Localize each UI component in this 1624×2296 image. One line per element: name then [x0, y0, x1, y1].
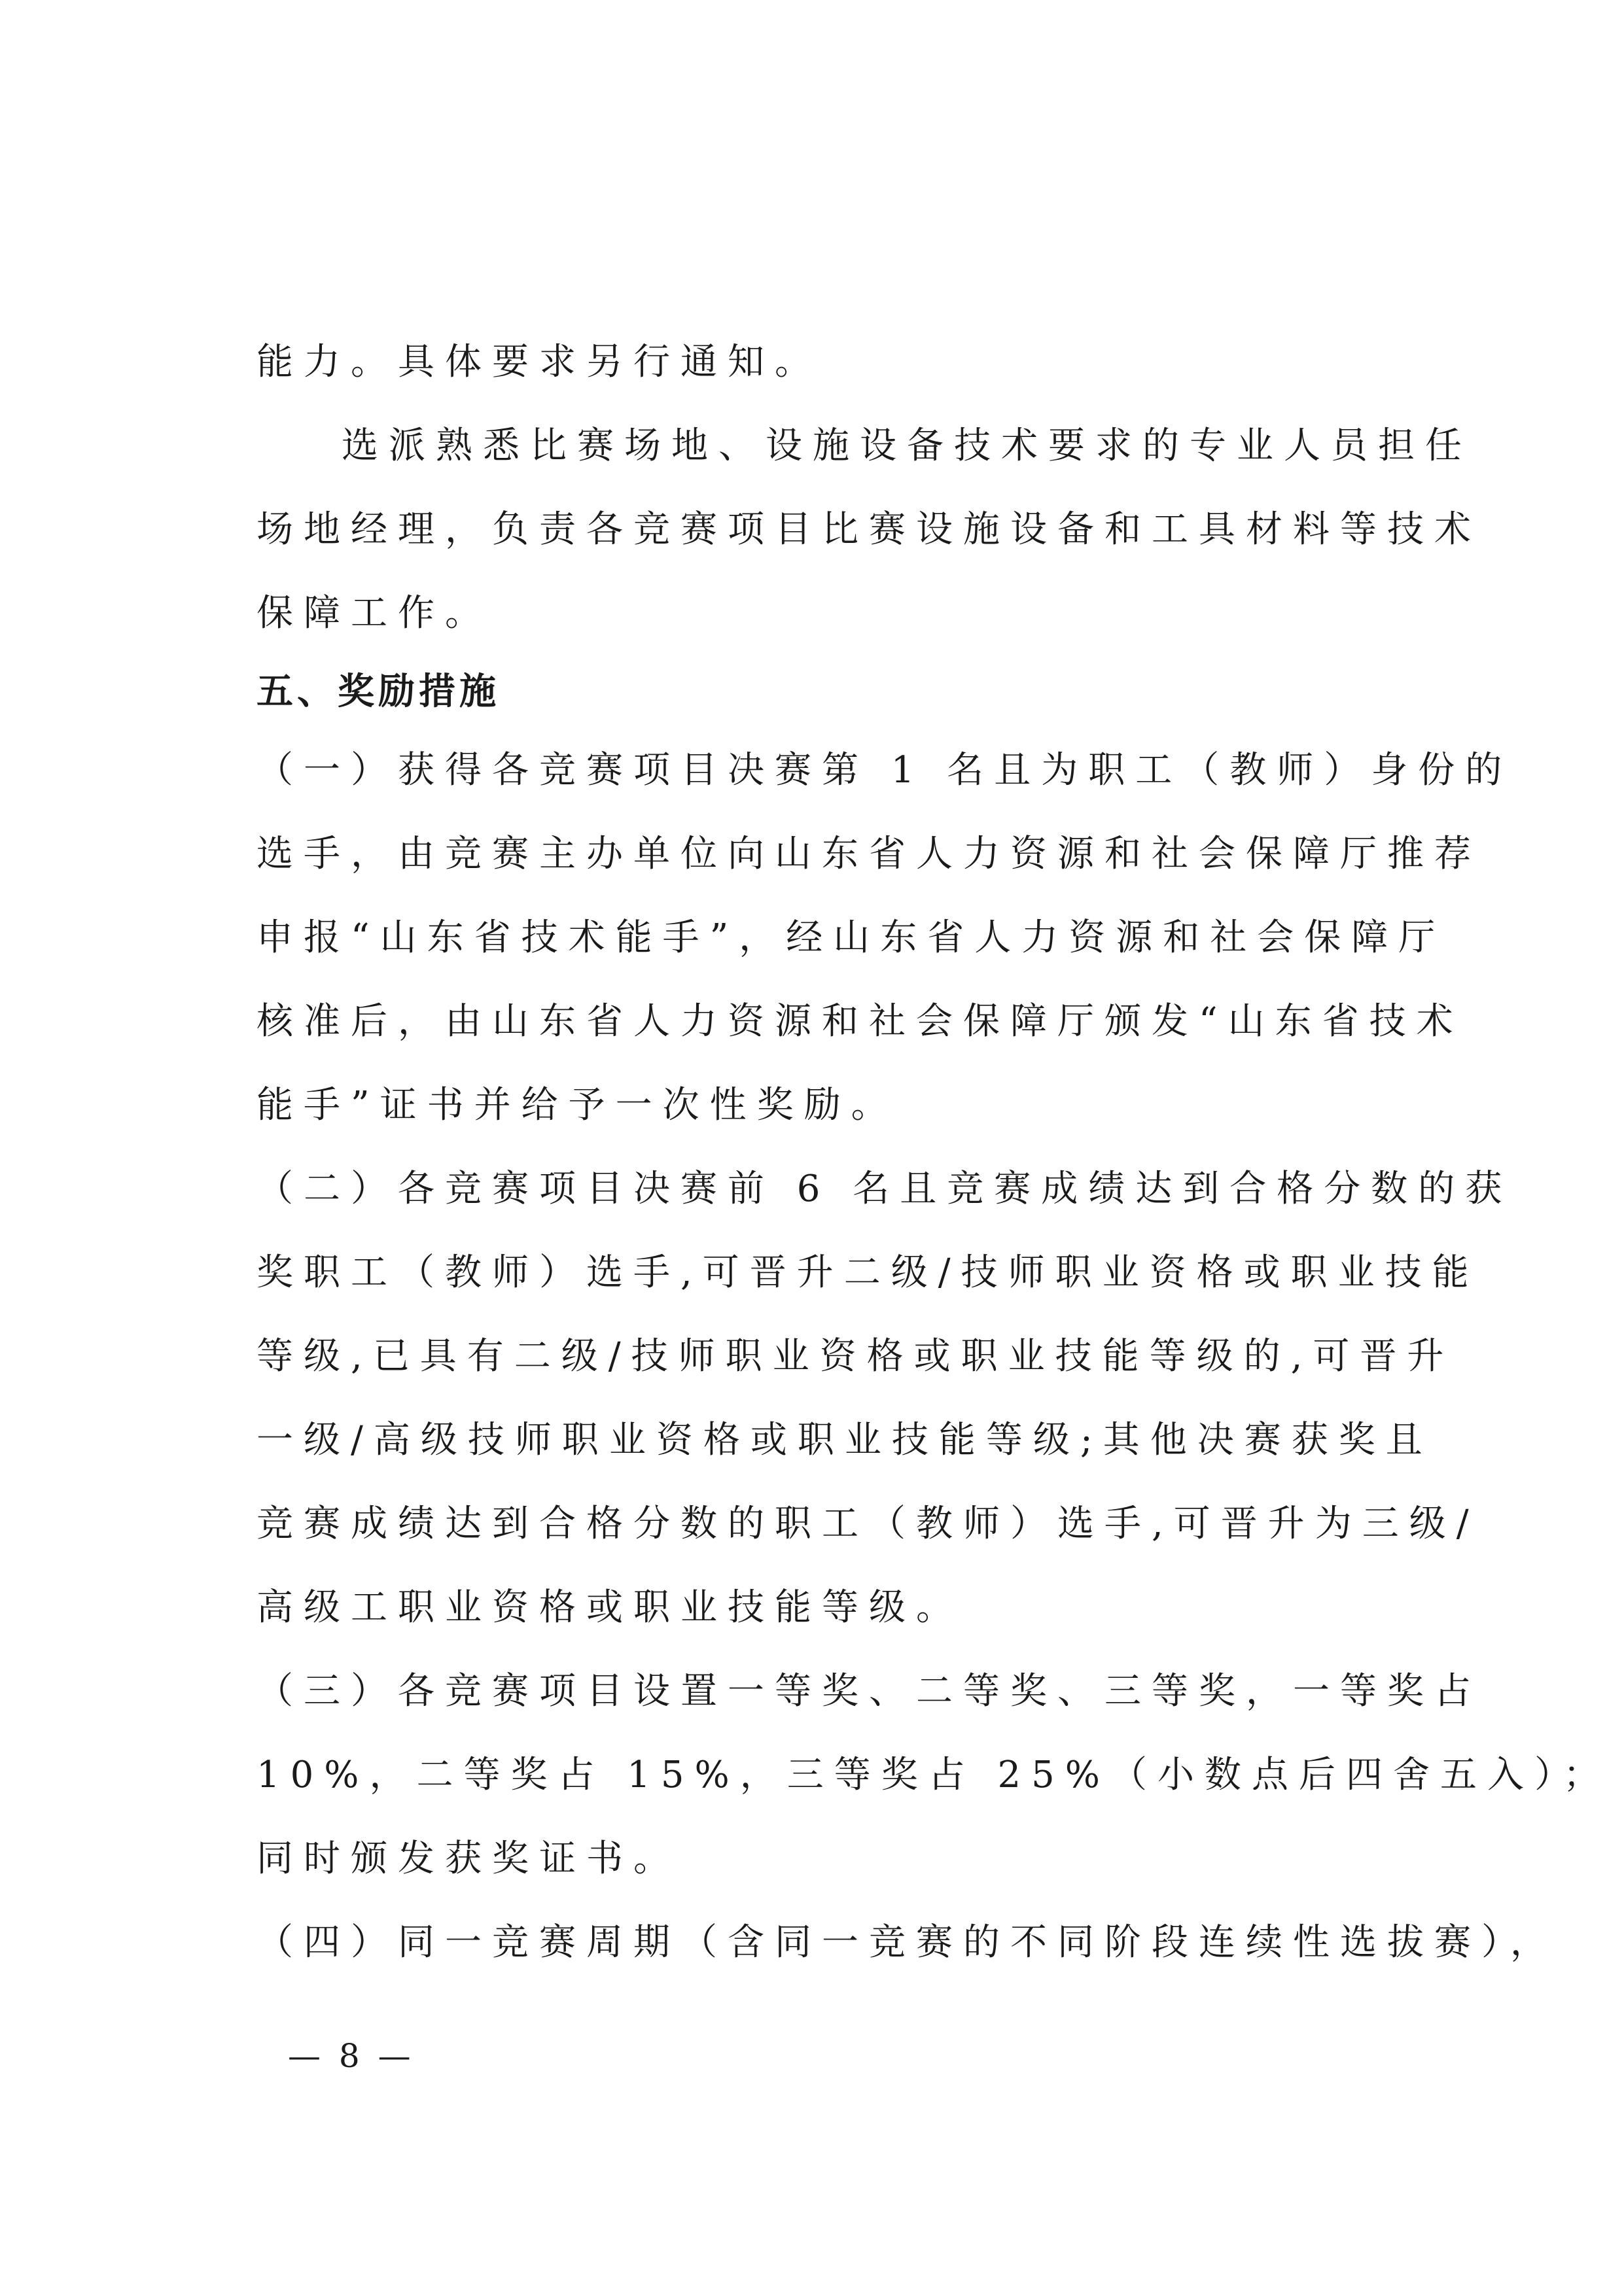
paragraph-line: 一级/高级技师职业资格或职业技能等级;其他决赛获奖且 [256, 1419, 1433, 1461]
paragraph-line: 等级,已具有二级/技师职业资格或职业技能等级的,可晋升 [256, 1335, 1455, 1378]
paragraph-line: 能力。具体要求另行通知。 [256, 341, 822, 383]
paragraph-line: 保障工作。 [256, 592, 492, 635]
page-number: — 8 — [288, 2037, 415, 2075]
section-heading: 五、奖励措施 [256, 670, 500, 713]
paragraph-line: 奖职工（教师）选手,可晋升二级/技师职业资格或职业技能 [256, 1251, 1479, 1294]
paragraph-line: 场地经理，负责各竞赛项目比赛设施设备和工具材料等技术 [256, 508, 1481, 551]
paragraph-line: （一）获得各竞赛项目决赛第 1 名且为职工（教师）身份的 [256, 749, 1513, 791]
paragraph-line: 高级工职业资格或职业技能等级。 [256, 1586, 963, 1629]
paragraph-line: 能手”证书并给予一次性奖励。 [256, 1084, 898, 1126]
paragraph-line: （二）各竞赛项目决赛前 6 名且竞赛成绩达到合格分数的获 [256, 1168, 1513, 1210]
paragraph-line: 竞赛成绩达到合格分数的职工（教师）选手,可晋升为三级/ [256, 1503, 1479, 1545]
paragraph-line: （三）各竞赛项目设置一等奖、二等奖、三等奖，一等奖占 [256, 1670, 1481, 1713]
paragraph-line: 申报“山东省技术能手”，经山东省人力资源和社会保障厅 [256, 916, 1446, 959]
paragraph-line: 选手，由竞赛主办单位向山东省人力资源和社会保障厅推荐 [256, 833, 1481, 875]
paragraph-line: （四）同一竞赛周期（含同一竞赛的不同阶段连续性选拔赛）， [256, 1921, 1557, 1964]
paragraph-line: 核准后，由山东省人力资源和社会保障厅颁发“山东省技术 [256, 1000, 1464, 1043]
paragraph-line: 选派熟悉比赛场地、设施设备技术要求的专业人员担任 [342, 425, 1472, 467]
paragraph-line: 10%，二等奖占 15%，三等奖占 25%（小数点后四舍五入）； [256, 1754, 1611, 1796]
paragraph-line: 同时颁发获奖证书。 [256, 1837, 680, 1880]
